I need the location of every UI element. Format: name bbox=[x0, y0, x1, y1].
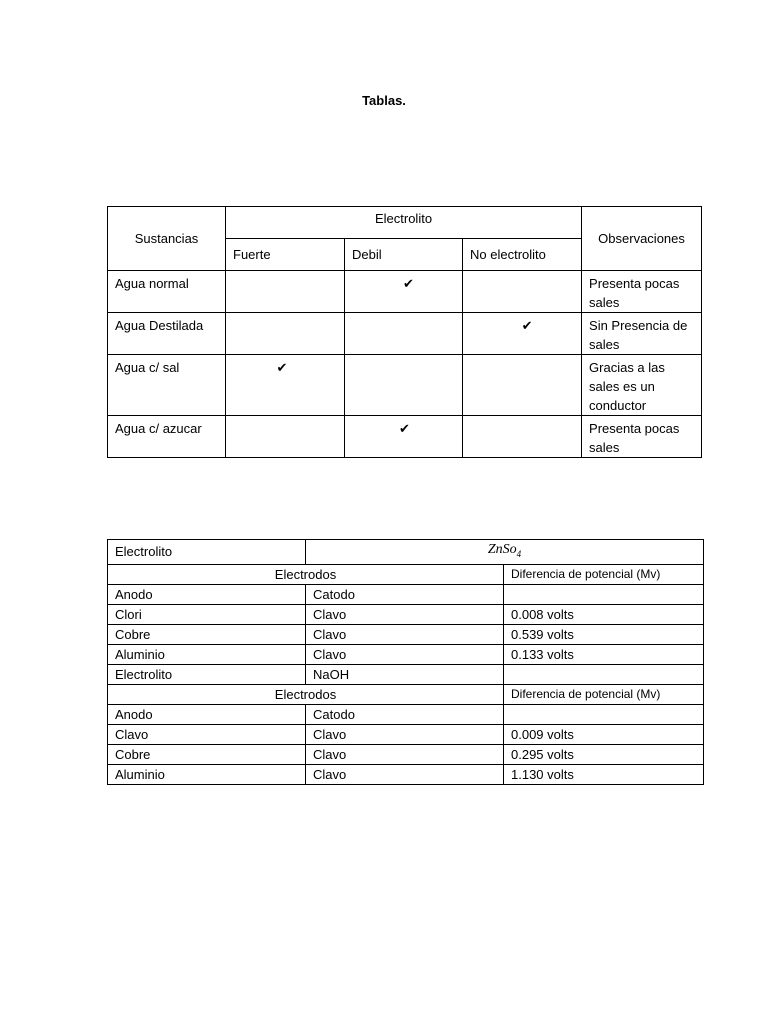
anodo-label: Anodo bbox=[108, 704, 306, 724]
electrolito-value: NaOH bbox=[306, 664, 504, 684]
row-anodo: Clavo bbox=[108, 724, 306, 744]
row-observacion: Presenta pocas sales bbox=[582, 416, 702, 458]
header-observaciones: Observaciones bbox=[582, 207, 702, 271]
row-fuerte-cell bbox=[226, 416, 345, 458]
row-sustancia: Agua Destilada bbox=[108, 313, 226, 355]
empty-cell bbox=[504, 584, 704, 604]
row-no-electrolito-cell bbox=[463, 355, 582, 416]
diferencia-label: Diferencia de potencial (Mv) bbox=[504, 564, 704, 584]
row-diferencia: 1.130 volts bbox=[504, 764, 704, 784]
empty-cell bbox=[504, 664, 704, 684]
row-no-electrolito-cell bbox=[463, 313, 582, 355]
electrodos-label: Electrodos bbox=[108, 564, 504, 584]
check-mark-icon: ✔ bbox=[399, 421, 410, 436]
table-row bbox=[108, 744, 704, 764]
row-fuerte-cell bbox=[226, 313, 345, 355]
row-catodo: Clavo bbox=[306, 624, 504, 644]
row-diferencia: 0.009 volts bbox=[504, 724, 704, 744]
row-diferencia: 0.539 volts bbox=[504, 624, 704, 644]
row-debil-cell bbox=[345, 271, 463, 313]
row-sustancia: Agua c/ azucar bbox=[108, 416, 226, 458]
diferencia-label: Diferencia de potencial (Mv) bbox=[504, 684, 704, 704]
row-catodo: Clavo bbox=[306, 604, 504, 624]
row-anodo: Aluminio bbox=[108, 644, 306, 664]
row-fuerte-cell bbox=[226, 271, 345, 313]
formula-base: ZnSo bbox=[487, 542, 517, 557]
row-observacion: Gracias a las sales es un conductor bbox=[582, 355, 702, 416]
row-observacion: Sin Presencia de sales bbox=[582, 313, 702, 355]
row-no-electrolito-cell bbox=[463, 271, 582, 313]
check-mark-icon: ✔ bbox=[276, 360, 288, 375]
row-catodo: Clavo bbox=[306, 724, 504, 744]
row-fuerte-cell bbox=[226, 355, 345, 416]
row-diferencia: 0.133 volts bbox=[504, 644, 704, 664]
row-debil-cell bbox=[345, 313, 463, 355]
table-row bbox=[108, 271, 702, 313]
electrodos-header-row bbox=[108, 684, 704, 704]
row-sustancia: Agua normal bbox=[108, 271, 226, 313]
table-row bbox=[108, 313, 702, 355]
electrolito-row bbox=[108, 664, 704, 684]
table-header-row bbox=[108, 207, 702, 239]
row-anodo: Aluminio bbox=[108, 764, 306, 784]
check-mark-icon: ✔ bbox=[521, 318, 533, 333]
row-catodo: Clavo bbox=[306, 644, 504, 664]
catodo-label: Catodo bbox=[306, 584, 504, 604]
row-anodo: Clori bbox=[108, 604, 306, 624]
table-row bbox=[108, 624, 704, 644]
table-row bbox=[108, 724, 704, 744]
electrolito-row bbox=[108, 540, 704, 565]
row-diferencia: 0.295 volts bbox=[504, 744, 704, 764]
electrolito-label: Electrolito bbox=[108, 540, 306, 565]
row-observacion: Presenta pocas sales bbox=[582, 271, 702, 313]
header-debil: Debil bbox=[345, 239, 463, 271]
header-no-electrolito: No electrolito bbox=[463, 239, 582, 271]
row-sustancia: Agua c/ sal bbox=[108, 355, 226, 416]
table-row bbox=[108, 644, 704, 664]
electrodos-label: Electrodos bbox=[108, 684, 504, 704]
anodo-label: Anodo bbox=[108, 584, 306, 604]
electrolito-label: Electrolito bbox=[108, 664, 306, 684]
row-debil-cell bbox=[345, 416, 463, 458]
formula-subscript: 4 bbox=[516, 548, 522, 559]
header-electrolito: Electrolito bbox=[226, 207, 582, 239]
row-catodo: Clavo bbox=[306, 764, 504, 784]
empty-cell bbox=[504, 704, 704, 724]
row-no-electrolito-cell bbox=[463, 416, 582, 458]
row-anodo: Cobre bbox=[108, 744, 306, 764]
electrolito-formula bbox=[306, 540, 704, 565]
potential-difference-table bbox=[107, 539, 704, 785]
header-fuerte: Fuerte bbox=[226, 239, 345, 271]
anodo-catodo-header-row bbox=[108, 704, 704, 724]
table-row bbox=[108, 764, 704, 784]
catodo-label: Catodo bbox=[306, 704, 504, 724]
electrodos-header-row bbox=[108, 564, 704, 584]
table-row bbox=[108, 355, 702, 416]
table-row bbox=[108, 416, 702, 458]
row-diferencia: 0.008 volts bbox=[504, 604, 704, 624]
row-debil-cell bbox=[345, 355, 463, 416]
row-catodo: Clavo bbox=[306, 744, 504, 764]
anodo-catodo-header-row bbox=[108, 584, 704, 604]
header-sustancias: Sustancias bbox=[108, 207, 226, 271]
electrolyte-classification-table bbox=[107, 206, 702, 458]
table-row bbox=[108, 604, 704, 624]
row-anodo: Cobre bbox=[108, 624, 306, 644]
check-mark-icon: ✔ bbox=[403, 276, 414, 291]
page-title: Tablas. bbox=[362, 93, 406, 108]
